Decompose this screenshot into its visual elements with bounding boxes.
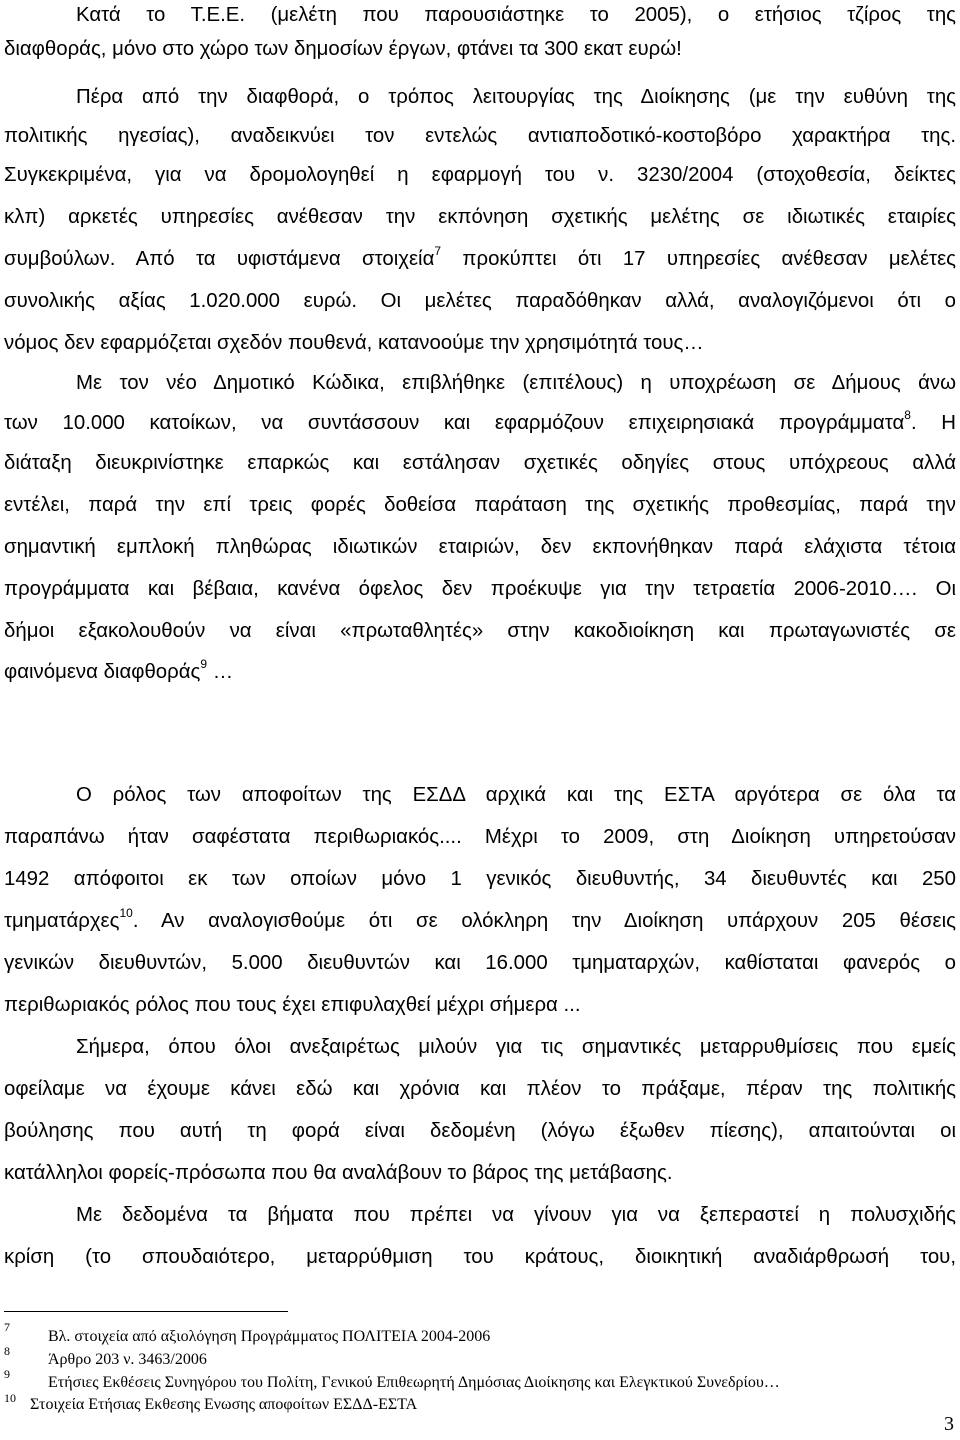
text-line xyxy=(4,408,956,435)
text-fragment: συμβούλων. Από τα υφιστάμενα στοιχεία xyxy=(4,248,435,270)
text-line: Σήμερα, όπου όλοι ανεξαιρέτως μιλούν για τις σημαντικές μεταρρυθμίσεις που εμείς xyxy=(76,1036,956,1058)
footnote-number: 7 xyxy=(4,1320,10,1334)
text-line: κλπ) αρκετές υπηρεσίες ανέθεσαν την εκπόνηση σχετικής μελέτης σε ιδιωτικές εταιρίες xyxy=(4,206,956,228)
text-line xyxy=(4,906,956,933)
text-line: 1492 απόφοιτοι εκ των οποίων μόνο 1 γενικός διευθυντής, 34 διευθυντές και 250 xyxy=(4,868,956,890)
text-line xyxy=(4,657,956,684)
text-fragment: … xyxy=(207,661,234,683)
text-line: σημαντική εμπλοκή πληθώρας ιδιωτικών εταιριών, δεν εκπονήθηκαν παρά ελάχιστα τέτοια xyxy=(4,536,956,558)
text-line xyxy=(4,244,957,271)
text-line: εντέλει, παρά την επί τρεις φορές δοθείσα παράταση της σχετικής προθεσμίας, παρά την xyxy=(4,494,956,516)
text-line: παραπάνω ήταν σαφέστατα περιθωριακός.... Μέχρι το 2009, στη Διοίκηση υπηρετούσαν xyxy=(4,826,956,848)
text-line: γενικών διευθυντών, 5.000 διευθυντών και 16.000 τμηματαρχών, καθίσταται φανερός ο xyxy=(4,952,956,974)
text-fragment: . Αν αναλογισθούμε ότι σε ολόκληρη την Διοίκηση υπάρχουν 205 θέσεις xyxy=(132,910,956,932)
footnote-text: Άρθρο 203 ν. 3463/2006 xyxy=(48,1351,207,1368)
text-line: Με τον νέο Δημοτικό Κώδικα, επιβλήθηκε (επιτέλους) η υποχρέωση σε Δήμους άνω xyxy=(76,372,956,394)
footnote-ref[interactable]: 7 xyxy=(434,244,442,259)
text-fragment: φαινόμενα διαφθοράς xyxy=(4,661,201,683)
page-number: 3 xyxy=(944,1413,954,1435)
text-line: Πέρα από την διαφθορά, ο τρόπος λειτουργίας της Διοίκησης (με την ευθύνη της xyxy=(76,86,956,108)
text-line: διαφθοράς, μόνο στο χώρο των δημοσίων έργων, φτάνει τα 300 εκατ ευρώ! xyxy=(4,38,682,60)
text-line: Με δεδομένα τα βήματα που πρέπει να γίνουν για να ξεπεραστεί η πολυσχιδής xyxy=(76,1204,956,1226)
text-line: Ο ρόλος των αποφοίτων της ΕΣΔΔ αρχικά και της ΕΣΤΑ αργότερα σε όλα τα xyxy=(76,784,956,806)
footnote-ref[interactable]: 9 xyxy=(200,657,208,672)
text-fragment: προκύπτει ότι 17 υπηρεσίες ανέθεσαν μελέτες xyxy=(441,248,957,270)
footnote-text: Ετήσιες Εκθέσεις Συνηγόρου του Πολίτη, Γενικού Επιθεωρητή Δημόσιας Διοίκησης και Ελεγκτικού Συνεδρίου… xyxy=(48,1374,780,1391)
text-line: διάταξη διευκρινίστηκε επαρκώς και εστάλησαν σχετικές οδηγίες στους υπόχρεους αλλά xyxy=(4,452,956,474)
footnote-separator xyxy=(4,1311,288,1312)
text-line: κρίση (το σπουδαιότερο, μεταρρύθμιση του κράτους, διοικητική αναδιάρθρωσή του, xyxy=(4,1246,956,1268)
text-fragment: των 10.000 κατοίκων, να συντάσσουν και εφαρμόζουν επιχειρησιακά προγράμματα xyxy=(4,412,905,434)
text-line: οφείλαμε να έχουμε κάνει εδώ και χρόνια και πλέον το πράξαμε, πέραν της πολιτικής xyxy=(4,1078,956,1100)
text-line: νόμος δεν εφαρμόζεται σχεδόν πουθενά, κατανοούμε την χρησιμότητά τους… xyxy=(4,332,704,354)
footnote-text: Στοιχεία Ετήσιας Εκθεσης Ενωσης αποφοίτων ΕΣΔΔ-ΕΣΤΑ xyxy=(30,1396,418,1413)
footnote-number: 9 xyxy=(4,1367,10,1381)
text-line: πολιτικής ηγεσίας), αναδεικνύει τον εντελώς αντιαποδοτικό-κοστοβόρο χαρακτήρα της. xyxy=(4,125,956,147)
text-line: κατάλληλοι φορείς-πρόσωπα που θα αναλάβουν το βάρος της μετάβασης. xyxy=(4,1162,673,1184)
text-fragment: . Η xyxy=(910,412,956,434)
footnote-ref[interactable]: 8 xyxy=(904,408,911,423)
text-line: περιθωριακός ρόλος που τους έχει επιφυλαχθεί μέχρι σήμερα ... xyxy=(4,994,581,1016)
text-line: δήμοι εξακολουθούν να είναι «πρωταθλητές» στην κακοδιοίκηση και πρωταγωνιστές σε xyxy=(4,620,956,642)
text-line: βούλησης που αυτή τη φορά είναι δεδομένη (λόγω έξωθεν πίεσης), απαιτούνται οι xyxy=(4,1120,956,1142)
text-line: προγράμματα και βέβαια, κανένα όφελος δεν προέκυψε για την τετραετία 2006-2010…. Οι xyxy=(4,578,956,600)
footnote-number: 10 xyxy=(4,1391,16,1405)
text-fragment: τμηματάρχες xyxy=(4,910,120,932)
footnote-ref[interactable]: 10 xyxy=(119,906,133,921)
text-line: Συγκεκριμένα, για να δρομολογηθεί η εφαρμογή του ν. 3230/2004 (στοχοθεσία, δείκτες xyxy=(4,164,956,186)
footnote-number: 8 xyxy=(4,1344,10,1358)
text-line: συνολικής αξίας 1.020.000 ευρώ. Οι μελέτες παραδόθηκαν αλλά, αναλογιζόμενοι ότι ο xyxy=(4,290,956,312)
footnote-text: Βλ. στοιχεία από αξιολόγηση Προγράμματος ΠΟΛΙΤΕΙΑ 2004-2006 xyxy=(48,1328,491,1345)
text-line: Κατά το Τ.Ε.Ε. (μελέτη που παρουσιάστηκε το 2005), ο ετήσιος τζίρος της xyxy=(76,4,956,26)
